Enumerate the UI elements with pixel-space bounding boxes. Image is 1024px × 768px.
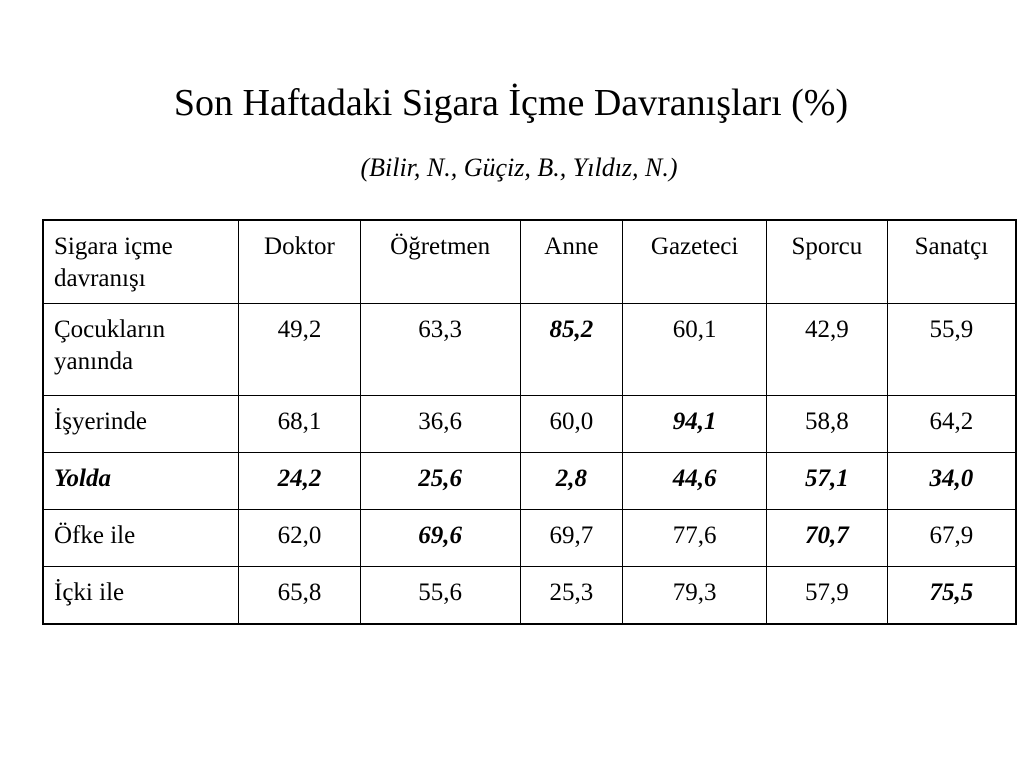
row-label-highlighted: Yolda: [43, 453, 239, 510]
table-cell-highlighted: 44,6: [623, 453, 767, 510]
table-cell: 42,9: [766, 304, 887, 396]
row-label: Öfke ile: [43, 510, 239, 567]
column-header-gazeteci: Gazeteci: [623, 220, 767, 304]
table-cell: 25,3: [520, 567, 623, 624]
row-label-line1: Çocukların: [54, 316, 166, 343]
row-label: [43, 304, 239, 396]
header-row-label-line2: davranışı: [54, 265, 146, 292]
table-cell: 79,3: [623, 567, 767, 624]
row-label-line2: yanında: [54, 348, 134, 375]
table-row: [43, 453, 1016, 510]
table-cell: 63,3: [360, 304, 520, 396]
table-cell-highlighted: 69,6: [360, 510, 520, 567]
table-cell: 55,6: [360, 567, 520, 624]
table-cell: 58,8: [766, 396, 887, 453]
header-row-label: [43, 220, 239, 304]
table-row: [43, 304, 1016, 396]
row-label: İçki ile: [43, 567, 239, 624]
table-cell-highlighted: 34,0: [887, 453, 1016, 510]
table-cell: 57,9: [766, 567, 887, 624]
table-cell-highlighted: 57,1: [766, 453, 887, 510]
table-row: [43, 567, 1016, 624]
smoking-behaviour-table: [42, 219, 1017, 625]
column-header-anne: Anne: [520, 220, 623, 304]
table-cell-highlighted: 94,1: [623, 396, 767, 453]
table-cell-highlighted: 24,2: [239, 453, 361, 510]
table-row: [43, 396, 1016, 453]
slide-subtitle: [0, 150, 1024, 186]
slide-title: [0, 78, 1024, 128]
table-cell-highlighted: 2,8: [520, 453, 623, 510]
row-label: İşyerinde: [43, 396, 239, 453]
slide-title-text: Son Haftadaki Sigara İçme Davranışları (%): [173, 82, 849, 124]
table-cell: 69,7: [520, 510, 623, 567]
table-cell: 67,9: [887, 510, 1016, 567]
table-row: [43, 510, 1016, 567]
table-cell-highlighted: 25,6: [360, 453, 520, 510]
column-header-ogretmen: Öğretmen: [360, 220, 520, 304]
slide-subtitle-text: (Bilir, N., Güçiz, B., Yıldız, N.): [360, 153, 678, 182]
table-cell: 77,6: [623, 510, 767, 567]
column-header-sanatci: Sanatçı: [887, 220, 1016, 304]
header-row-label-line1: Sigara içme: [54, 233, 173, 260]
column-header-sporcu: Sporcu: [766, 220, 887, 304]
table-cell: 68,1: [239, 396, 361, 453]
table-cell: 49,2: [239, 304, 361, 396]
column-header-doktor: Doktor: [239, 220, 361, 304]
table-cell-highlighted: 75,5: [887, 567, 1016, 624]
table-cell: 60,1: [623, 304, 767, 396]
table-header-row: [43, 220, 1016, 304]
table-cell-highlighted: 85,2: [520, 304, 623, 396]
table-cell: 60,0: [520, 396, 623, 453]
table-cell: 64,2: [887, 396, 1016, 453]
table-cell-highlighted: 70,7: [766, 510, 887, 567]
table-cell: 65,8: [239, 567, 361, 624]
table-cell: 62,0: [239, 510, 361, 567]
table-cell: 55,9: [887, 304, 1016, 396]
table-cell: 36,6: [360, 396, 520, 453]
